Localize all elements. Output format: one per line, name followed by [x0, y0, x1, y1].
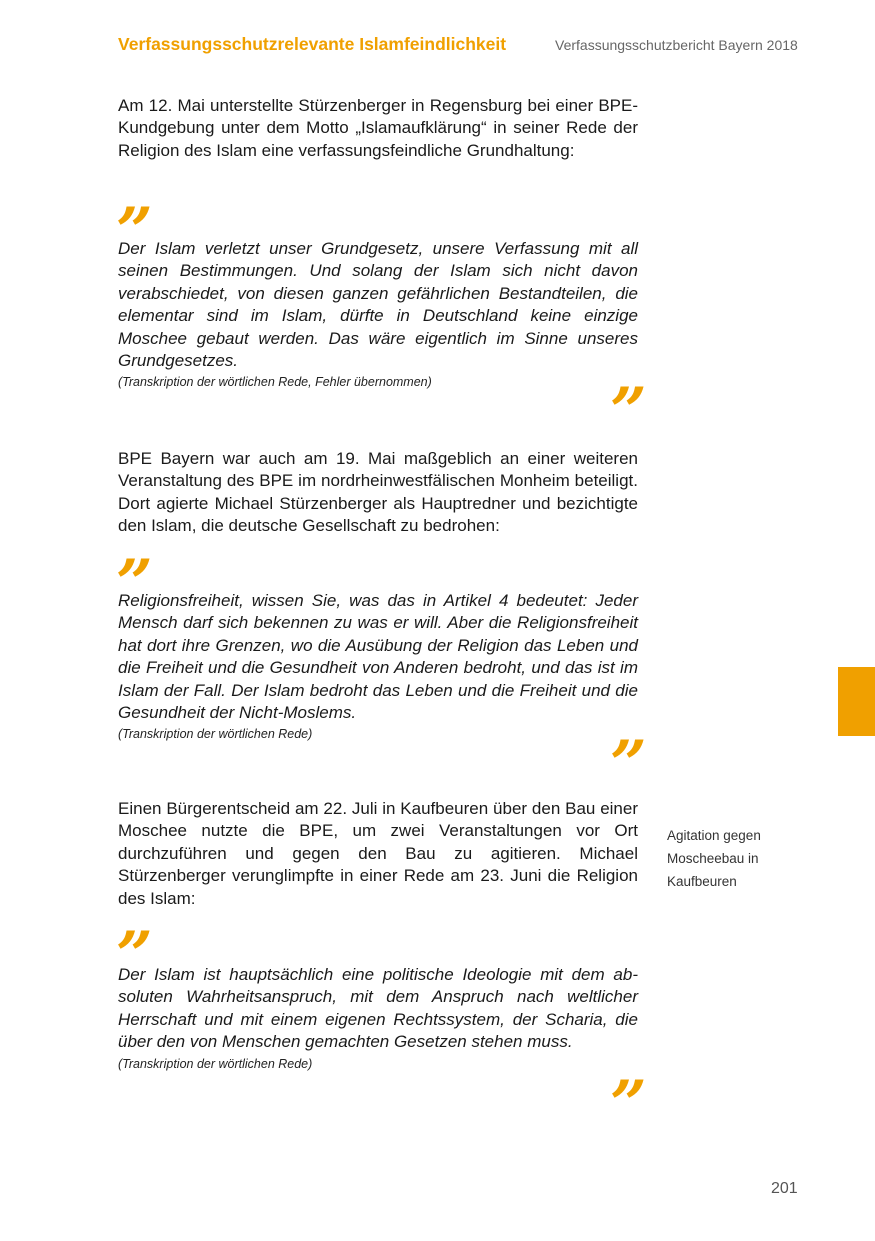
paragraph-text: Am 12. Mai unterstellte Stürzenberger in Regensburg bei einer BPE-Kundgebung unter dem Motto „Islamaufklärung“ in seiner Rede der Religion des Islam eine verfassungsfeindliche Grundhaltung:: [118, 96, 638, 160]
quote-text: Religionsfreiheit, wissen Sie, was das in Artikel 4 bedeutet: Jeder Mensch darf sich bekennen zu was er will. Aber die Religionsfreiheit hat dort ihre Grenzen, wo die Ausübung der Religion das Leben und die Freiheit und die Gesundheit von Anderen bedroht, und das ist im Islam der Fall. Der Islam bedroht das Leben und die Freiheit und die Gesundheit der Nicht-Moslems.: [118, 591, 638, 723]
open-quote-icon: ”: [116, 194, 153, 269]
close-quote-icon: ”: [610, 1067, 647, 1142]
paragraph-text: Einen Bürgerentscheid am 22. Juli in Kaufbeuren über den Bau einer Moschee nutzte die BPE, um zwei Veranstaltungen vor Ort durchzuführen und gegen den Bau zu agitieren. Michael Stürzenberger verunglimpfte in einer Rede am 23. Juni die Religion des Islam:: [118, 799, 638, 908]
blockquote: [118, 964, 638, 1072]
quote-text: Der Islam ist hauptsächlich eine politische Ideologie mit dem absoluten Wahrheitsanspruch, mit dem Anspruch nach weltlicher Herrschaft und mit einem eigenen Rechtssystem, der Scharia, die über den von Menschen gemachten Gesetzen stehen muss.: [118, 965, 638, 1052]
body-paragraph: [118, 798, 638, 910]
open-quote-icon: ”: [116, 546, 153, 621]
section-title: Verfassungsschutzrelevante Islamfeindlichkeit: [118, 34, 507, 54]
close-quote-icon: ”: [610, 374, 647, 449]
quote-source: (Transkription der wörtlichen Rede, Fehler übernommen): [118, 375, 432, 390]
quote-source: (Transkription der wörtlichen Rede): [118, 1056, 313, 1071]
body-paragraph: [118, 448, 638, 538]
report-title: Verfassungsschutzbericht Bayern 2018: [555, 37, 798, 53]
quote-source: (Transkription der wörtlichen Rede): [118, 727, 313, 742]
margin-note: Agitation gegen Moscheebau in Kaufbeuren: [667, 828, 761, 889]
open-quote-icon: ”: [116, 918, 153, 993]
blockquote: [118, 238, 638, 390]
quote-text: Der Islam verletzt unser Grundgesetz, unsere Verfassung mit all seinen Bestimmungen. Und solang der Islam sich nicht davon verabschiedet, von diesen ganzen gefährlichen Bestandteilen, die elementar sind im Islam, dürfte in Deutschland keine einzige Moschee gebaut werden. Das wäre eigentlich im Sinne unseres Grundgesetzes.: [118, 239, 638, 371]
blockquote: [118, 590, 638, 742]
body-paragraph: [118, 95, 638, 162]
paragraph-text: BPE Bayern war auch am 19. Mai maßgeblich an einer weiteren Veranstaltung des BPE im nordrheinwestfälischen Monheim beteiligt. Dort agierte Michael Stürzenberger als Hauptredner und bezichtigte den Islam, die deutsche Gesellschaft zu bedrohen:: [118, 449, 638, 536]
chapter-tab: [838, 667, 875, 736]
close-quote-icon: ”: [610, 727, 647, 802]
page-number: 201: [771, 1180, 798, 1197]
